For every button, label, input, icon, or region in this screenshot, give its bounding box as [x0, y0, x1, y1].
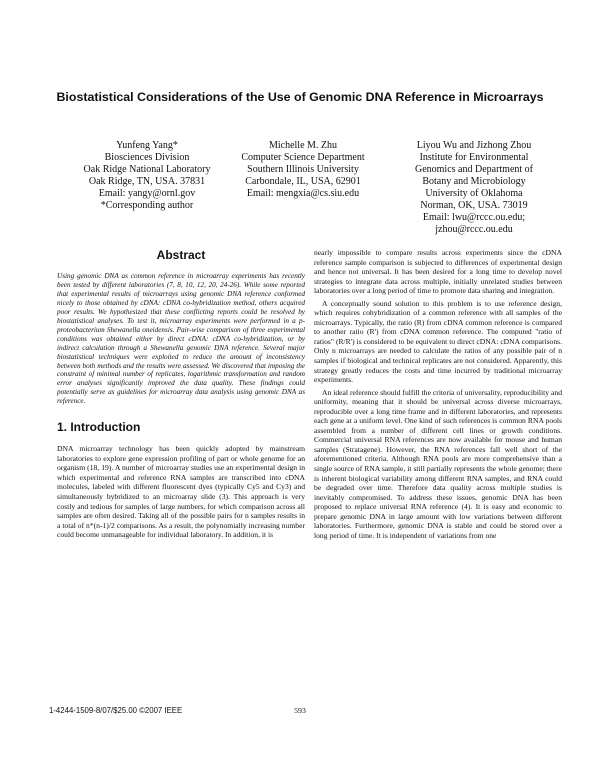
- author-email: Email: yangy@ornl.gov: [98, 188, 196, 199]
- author-block-yang: [62, 140, 232, 212]
- body-paragraph: DNA microarray technology has been quickly adopted by mainstream laboratories to explore gene expression profiling of part or whole genome for an organism (18, 19). A number of microarray studies use an experimental design in which experimental and reference RNA samples are transcribed into cDNA molecules, labeled with different fluorescent dyes (typically Cy5 and Cy3) and simultaneously hybridized to an microarray slide (3). This approach is very costly and tedious for samples of large numbers, for which comparison across all samples are often desired. Taking all of the possible pairs for n samples results in a total of n*(n-1)/2 comparisons. As a result, the polynomially increasing number could become unmanageable for individual laboratory. In addition, it is: [57, 444, 305, 540]
- author-affiliation: Biosciences Division: [104, 152, 190, 163]
- author-name: Liyou Wu and Jizhong Zhou: [416, 140, 532, 151]
- author-name: Yunfeng Yang*: [116, 140, 178, 151]
- author-email: jzhou@rccc.ou.edu: [435, 224, 513, 235]
- author-block-wu-zhou: [383, 140, 565, 236]
- author-address: Oak Ridge, TN, USA. 37831: [88, 176, 206, 187]
- author-block-zhu: [218, 140, 388, 200]
- abstract-heading: Abstract: [156, 248, 206, 262]
- author-email: Email: lwu@rccc.ou.edu;: [422, 212, 526, 223]
- right-column: [314, 248, 562, 543]
- body-paragraph: A conceptually sound solution to this problem is to use reference design, which requires cohybridization of a common reference with all samples of the microarrays. Typically, the ratio (R) from cDNA common reference is compared to another ratio (R') from cDNA common reference. The computed "ratio of ratios" (R/R') is considered to be equivalent to direct cDNA: cDNA comparisons. Only n microarrays are needed to calculate the ratios of any possible pair of n samples if biological and technical replicates are not considered. Apparently, this strategy greatly reduces the costs and time incurred by traditional microarray experiments.: [314, 298, 562, 385]
- author-address: Carbondale, IL, USA, 62901: [245, 176, 361, 187]
- author-name: Michelle M. Zhu: [268, 140, 338, 151]
- copyright-notice: 1-4244-1509-8/07/$25.00 ©2007 IEEE: [49, 706, 183, 715]
- author-affiliation: Southern Illinois University: [247, 164, 359, 175]
- page-number: 593: [294, 706, 306, 715]
- author-affiliation: Botany and Microbiology: [422, 176, 526, 187]
- author-address: Norman, OK, USA. 73019: [420, 200, 528, 211]
- author-affiliation: Institute for Environmental: [419, 152, 529, 163]
- introduction-heading: 1. Introduction: [57, 420, 141, 435]
- author-affiliation: University of Oklahoma: [425, 188, 523, 199]
- paper-title: Biostatistical Considerations of the Use of Genomic DNA Reference in Microarrays: [56, 90, 544, 104]
- body-paragraph: An ideal reference should fulfill the criteria of universality, reproducibility and uniformity, meaning that it should be universal across diverse microarrays, reproducible over a long time frame and in different laboratories, and represents each gene at a uniform level. One kind of such references is common RNA pools assembled from a number of different cell lines or growth conditions. Commercial universal RNA references are now available for mouse and human samples (Stratagene). However, the RNA references fall well short of the aforementioned criteria. Although RNA pools are more comprehensive than a single source of RNA sample, it still partially represents the whole genome; there is inherent biological variability among different RNA samples, and RNA could be degraded over time. Therefore data quality across multiple studies is inevitably compromised. To address these issues, genomic DNA has been proposed to replace universal RNA reference (4). It is easy and economic to prepare genomic DNA in large amount with low variations between different laboratories. Furthermore, genomic DNA is stable and could be stored over a long period of time. It is independent of variations from one: [314, 387, 562, 540]
- abstract-text: Using genomic DNA as common reference in microarray experiments has recently been tested by different laboratories (7, 8, 10, 12, 20, 24-26). While some reported that experimental results of microarrays using genomic DNA reference conformed nicely to those obtained by cDNA: cDNA co-hybridization method, others acquired poor results. We hypothesized that these conflicting reports could be resolved by biostatistical analyses. To test it, microarray experiments were performed in a p-proteobacterium Shewanella oneidensis. Pair-wise comparison of three experimental conditions was obtained either by direct cDNA: cDNA co-hybridization, or by indirect calculation through a Shewanella genomic DNA reference. Several major biostatistical techniques were exploited to reduce the amount of inconsistency between both methods and the results were assessed. We discovered that imposing the constraint of minimal number of replicates, logarithmic transformation and random error analyses significantly improved the data quality. These findings could potentially serve as guidelines for microarray data analysis using genomic DNA as reference.: [57, 272, 305, 406]
- author-affiliation: Oak Ridge National Laboratory: [83, 164, 211, 175]
- body-paragraph: nearly impossible to compare results across experiments since the cDNA reference sample comparison is subjected to differences of experimental design and hence not universal. It has been desired for a long time to develop novel strategies to integrate data across multiple, initially unrelated studies between laboratories over a long period of time to promote data sharing and integration.: [314, 248, 562, 296]
- corresponding-author-note: *Corresponding author: [100, 200, 194, 211]
- author-affiliation: Computer Science Department: [241, 152, 365, 163]
- author-affiliation: Genomics and Department of: [414, 164, 534, 175]
- author-email: Email: mengxia@cs.siu.edu: [246, 188, 360, 199]
- left-column: [57, 248, 305, 543]
